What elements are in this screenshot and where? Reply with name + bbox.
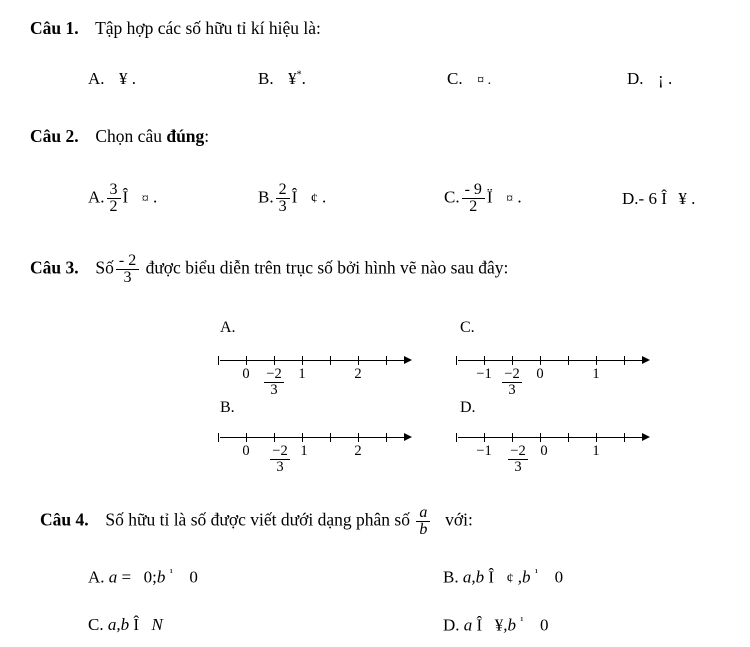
q2-option-b-set: ¢: [310, 191, 318, 207]
figure-c-label-2: 0: [536, 366, 544, 382]
figure-a-tick-3: [330, 356, 331, 365]
q1-option-b-value: ¥: [288, 69, 297, 88]
q2-option-a-relation: Î: [122, 187, 129, 207]
q1-option-d[interactable]: [627, 70, 672, 87]
figure-c-label-1-fraction: [502, 367, 521, 398]
q4-option-b-key: B.: [443, 567, 459, 587]
figure-a-key: A.: [220, 319, 236, 336]
question-1-heading: [30, 20, 321, 38]
q4-option-b-part-3: ,b: [517, 567, 531, 587]
question-4-text-before: Số hữu tỉ là số được viết dưới dạng phân số: [105, 509, 410, 530]
figure-d-tick-4: [596, 433, 597, 442]
q4-option-c-part-2: N: [151, 615, 163, 634]
question-1-text: Tập hợp các số hữu tỉ kí hiệu là:: [95, 18, 321, 38]
question-2-heading: [30, 128, 209, 146]
figure-c-label-1-numerator: −2: [504, 366, 520, 382]
q1-option-c-value: ¤ .: [477, 73, 492, 88]
figure-b-label-3: 2: [354, 443, 362, 459]
figure-b-label-1: [266, 444, 294, 475]
q2-option-b[interactable]: [258, 182, 326, 216]
figure-c-tick-1: [512, 356, 513, 365]
figure-d-label-0: −1: [476, 443, 492, 459]
q1-option-b-superscript: *: [296, 69, 302, 81]
q2-option-d[interactable]: [622, 190, 695, 207]
figure-d-key: D.: [460, 399, 476, 416]
figure-b-label-0: 0: [242, 443, 250, 459]
figure-d-tick-1: [512, 433, 513, 442]
figure-c-tick-2: [540, 356, 541, 365]
question-4-fraction: [416, 505, 430, 539]
figure-c-tick-4: [596, 356, 597, 365]
figure-b-tick-start: [218, 433, 219, 442]
figure-b-axis: [220, 437, 406, 438]
figure-b-arrowhead: [404, 433, 412, 441]
figure-c-label-3: 1: [592, 366, 600, 382]
q2-option-a-numerator: 3: [109, 181, 118, 198]
figure-a-tick-1: [274, 356, 275, 365]
figure-c-tick-3: [568, 356, 569, 365]
figure-a-label-1-fraction: [264, 367, 283, 398]
q4-option-c[interactable]: [88, 616, 163, 633]
question-1-label: Câu 1.: [30, 18, 79, 38]
figure-d-label-1-numerator: −2: [510, 443, 526, 459]
q4-option-a-part-1: =: [121, 567, 132, 587]
q4-option-d-part-0: a: [463, 615, 473, 635]
q2-option-b-numerator: 2: [278, 181, 287, 198]
question-3-heading: [30, 253, 508, 287]
q2-option-c-set: ¤: [506, 191, 514, 207]
q4-option-d[interactable]: [443, 616, 549, 634]
q2-option-c-tail: .: [517, 187, 522, 207]
figure-a-tick-2: [302, 356, 303, 365]
q2-option-b-denominator: 3: [276, 198, 290, 215]
figure-a-arrowhead: [404, 356, 412, 364]
figure-a-tick-5: [386, 356, 387, 365]
q1-option-b[interactable]: [258, 70, 306, 87]
q2-option-c-denominator: 2: [462, 198, 485, 215]
q1-option-a[interactable]: [88, 70, 136, 87]
figure-d-label-1-denominator: 3: [508, 459, 527, 475]
question-2-text-emphasis: đúng: [166, 126, 205, 146]
question-3-numerator: - 2: [118, 252, 137, 269]
figure-a-label-3: 2: [354, 366, 362, 382]
figure-c-key: C.: [460, 319, 475, 336]
q1-option-b-key: B.: [258, 69, 274, 88]
figure-b-label-1-denominator: 3: [270, 459, 289, 475]
q4-option-a-part-2: 0;: [143, 567, 157, 587]
figure-a-tick-0: [246, 356, 247, 365]
q4-option-d-key: D.: [443, 615, 460, 635]
figure-c-tick-start: [456, 356, 457, 365]
q1-option-a-key: A.: [88, 69, 105, 88]
q2-option-a-set: ¤: [141, 191, 149, 207]
figure-a-label-1: [260, 367, 288, 398]
q4-option-b-part-2: ¢: [506, 571, 514, 587]
figure-b-label-2: 1: [300, 443, 308, 459]
question-2-text: Chọn câu: [95, 126, 167, 146]
figure-b-tick-5: [386, 433, 387, 442]
question-3-text-before: Số: [95, 257, 114, 278]
q2-option-b-relation: Î: [291, 187, 298, 207]
q2-option-c[interactable]: [444, 182, 522, 216]
q1-option-c[interactable]: [447, 70, 491, 88]
figure-a-axis: [220, 360, 406, 361]
q4-option-c-part-1: Î: [133, 615, 140, 634]
q2-option-b-fraction: [276, 182, 290, 216]
q2-option-a-tail: .: [152, 187, 158, 207]
q4-option-a-key: A.: [88, 567, 105, 587]
q2-option-a-key: A.: [88, 187, 105, 207]
figure-c-tick-5: [624, 356, 625, 365]
q2-option-a-fraction: [107, 182, 121, 216]
q4-option-a-part-4: ¹: [169, 567, 173, 579]
q4-option-d-part-2: ¥: [494, 615, 504, 635]
figure-b-tick-2: [302, 433, 303, 442]
figure-d-axis: [458, 437, 644, 438]
q2-option-a[interactable]: [88, 182, 157, 216]
figure-d-label-1: [504, 444, 532, 475]
figure-c-axis: [458, 360, 644, 361]
figure-a-label-1-denominator: 3: [264, 382, 283, 398]
q4-option-d-part-1: Î: [476, 615, 483, 635]
figure-b-tick-4: [358, 433, 359, 442]
figure-d-label-3: 1: [592, 443, 600, 459]
q2-option-b-key: B.: [258, 187, 274, 207]
q4-option-d-part-4: ¹: [520, 615, 524, 627]
figure-a-label-0: 0: [242, 366, 250, 382]
figure-b-tick-3: [330, 433, 331, 442]
question-2-label: Câu 2.: [30, 126, 79, 146]
question-3-label: Câu 3.: [30, 257, 79, 278]
figure-d-tick-2: [540, 433, 541, 442]
q1-option-b-tail: .: [301, 69, 306, 88]
q2-option-d-set: ¥: [678, 189, 687, 208]
q1-option-c-key: C.: [447, 69, 463, 88]
figure-b-tick-0: [246, 433, 247, 442]
q4-option-c-key: C.: [88, 615, 104, 634]
figure-c-label-1-denominator: 3: [502, 382, 521, 398]
q4-option-c-part-0: a,b: [107, 615, 130, 634]
question-4-denominator: b: [416, 521, 430, 538]
question-4-text-after: với:: [445, 509, 473, 530]
q2-option-a-denominator: 2: [107, 198, 121, 215]
question-3-fraction: [116, 253, 139, 287]
q2-option-c-numerator: - 9: [464, 181, 482, 198]
question-2-text-end: :: [204, 126, 210, 146]
q4-option-a-part-3: b: [156, 567, 166, 587]
figure-d-label-1-fraction: [508, 444, 527, 475]
question-4-label: Câu 4.: [40, 509, 89, 530]
figure-c-tick-0: [484, 356, 485, 365]
figure-b-label-1-fraction: [270, 444, 289, 475]
q2-option-c-fraction: [462, 182, 485, 216]
figure-c-label-1: [498, 367, 526, 398]
figure-d-tick-0: [484, 433, 485, 442]
figure-d-tick-3: [568, 433, 569, 442]
q2-option-d-tail: .: [691, 189, 696, 208]
q2-option-d-relation: Î: [661, 189, 667, 208]
figure-c-label-0: −1: [476, 366, 492, 382]
figure-b-label-1-numerator: −2: [272, 443, 288, 459]
figure-d-label-2: 0: [540, 443, 548, 459]
q4-option-a[interactable]: [88, 568, 198, 586]
figure-a-tick-start: [218, 356, 219, 365]
q2-option-c-key: C.: [444, 187, 460, 207]
q4-option-a-part-5: 0: [189, 567, 198, 587]
q4-option-b-part-0: a,b: [462, 567, 485, 587]
question-3-text-after: được biểu diễn trên trục số bởi hình vẽ nào sau đây:: [145, 257, 509, 278]
figure-a-tick-4: [358, 356, 359, 365]
q4-option-b-part-1: Î: [488, 567, 495, 587]
q2-option-d-value: - 6: [638, 189, 657, 208]
figure-d-tick-5: [624, 433, 625, 442]
figure-b-tick-1: [274, 433, 275, 442]
figure-a-label-1-numerator: −2: [266, 366, 282, 382]
question-4-heading: [40, 505, 473, 539]
q1-option-a-value: ¥ .: [119, 69, 137, 88]
figure-b-key: B.: [220, 399, 235, 416]
figure-a-label-2: 1: [298, 366, 306, 382]
q4-option-d-part-3: ,b: [503, 615, 516, 635]
q4-option-b[interactable]: [443, 568, 563, 587]
q2-option-b-tail: .: [322, 187, 327, 207]
q4-option-b-part-4: ¹: [534, 567, 539, 579]
q1-option-d-key: D.: [627, 69, 644, 88]
q4-option-b-part-5: 0: [554, 567, 564, 587]
q4-option-d-part-5: 0: [540, 615, 549, 635]
question-4-numerator: a: [419, 504, 428, 521]
q1-option-d-value: ¡ .: [658, 69, 673, 88]
q2-option-d-key: D.: [622, 189, 639, 208]
q2-option-c-relation: Ï: [486, 187, 493, 207]
figure-d-tick-start: [456, 433, 457, 442]
figure-d-arrowhead: [642, 433, 650, 441]
question-3-denominator: 3: [116, 269, 139, 286]
figure-c-arrowhead: [642, 356, 650, 364]
q4-option-a-part-0: a: [108, 567, 118, 587]
